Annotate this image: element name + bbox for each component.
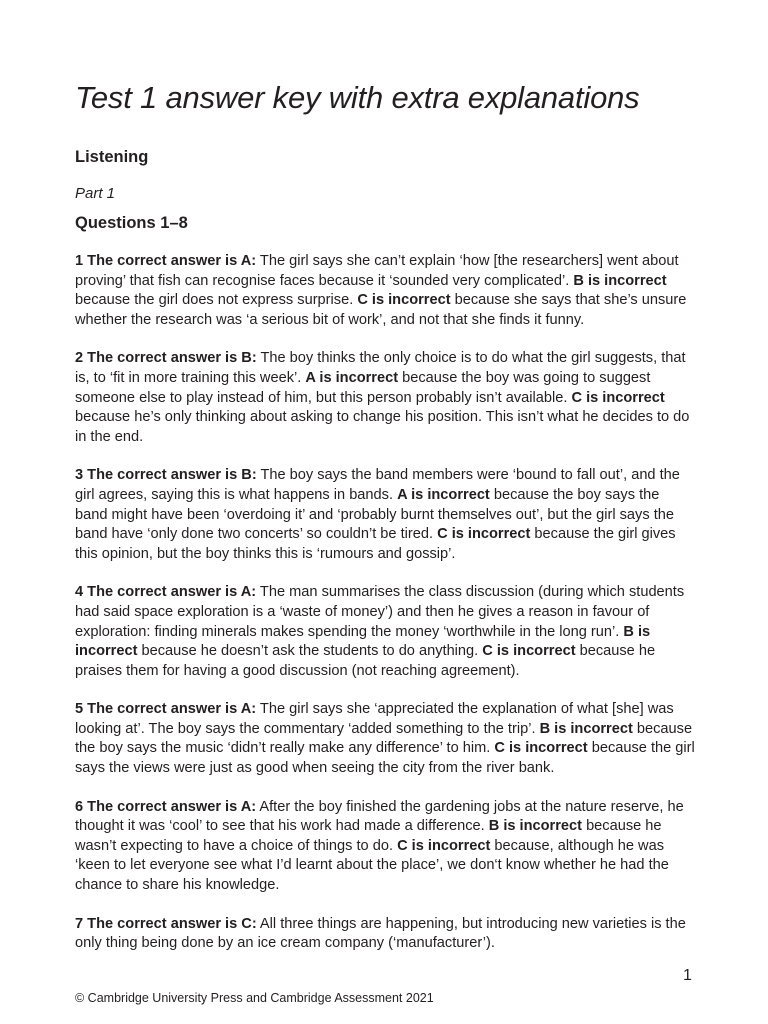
answer-segment-bold: C is incorrect [397, 837, 491, 854]
answer-paragraph [75, 583, 695, 681]
answer-segment: The girl says she ‘appreciated the explanation of what [she] was looking at’. The boy says the commentary ‘added something to the trip’. [75, 701, 674, 737]
answer-segment-bold: B is incorrect [75, 623, 651, 660]
answer-segment-bold: B is incorrect [573, 272, 667, 289]
answer-segment: because the boy was going to suggest someone else to play instead of him, but this person probably isn’t available. [75, 369, 651, 406]
answer-segment-bold: A is incorrect [305, 369, 399, 386]
answer-segment: because she says that she’s unsure whether the research was ‘a serious bit of work’, and not that she finds it funny. [75, 292, 687, 328]
answer-heading: 6 The correct answer is A: [75, 798, 257, 815]
answer-segment: because he’s only thinking about asking to change his position. This isn’t what he decides to do in the end. [75, 409, 690, 445]
answer-segment: because he praises them for having a good discussion (not reaching agreement). [75, 643, 656, 679]
answer-segment: because the boy says the music ‘didn’t really make any difference’ to him. [75, 720, 693, 757]
answer-heading: 4 The correct answer is A: [75, 584, 257, 601]
answer-paragraph [75, 252, 695, 330]
answer-heading: 7 The correct answer is C: [75, 915, 257, 932]
answer-segment: because the girl says the views were just as good when seeing the city from the river bank. [75, 740, 695, 777]
answer-paragraph [75, 798, 695, 896]
section-heading: Listening [75, 148, 149, 166]
answer-segment: The man summarises the class discussion (during which students had said space exploration is a ‘waste of money’) and then he gives a reason in favour of exploration: finding minerals makes spending the money ‘worthwhile in the long run’. [75, 584, 685, 640]
answer-heading: 1 The correct answer is A: [75, 253, 257, 269]
page-number: 1 [683, 967, 692, 984]
part-label: Part 1 [75, 185, 116, 202]
document-title: Test 1 answer key with extra explanations [75, 80, 640, 115]
answer-segment-bold: C is incorrect [494, 740, 588, 757]
answer-paragraph [75, 466, 695, 564]
answer-segment-bold: A is incorrect [397, 486, 490, 503]
answer-segment: because he doesn’t ask the students to do anything. [137, 643, 483, 660]
answer-paragraph [75, 349, 695, 447]
answer-segment: because the girl gives this opinion, but the boy thinks this is ‘rumours and gossip’. [75, 526, 676, 562]
answer-segment-bold: C is incorrect [482, 643, 576, 660]
answer-segment: All three things are happening, but introducing new varieties is the only thing being done by an ice cream company (‘manufacturer’). [75, 915, 686, 952]
answer-segment-bold: C is incorrect [437, 526, 531, 543]
answer-heading: 3 The correct answer is B: [75, 467, 257, 484]
answer-segment: The girl says she can’t explain ‘how [the researchers] went about proving’ that fish can recognise faces because it ‘sounded very complicated’. [75, 253, 679, 289]
answer-segment: After the boy finished the gardening jobs at the nature reserve, he thought it was ‘cool’ to see that his work had made a difference. [75, 798, 684, 835]
answer-segment: The boy thinks the only choice is to do what the girl suggests, that is, to ‘fit in more training this week’. [75, 350, 686, 386]
copyright-footer: © Cambridge University Press and Cambridge Assessment 2021 [75, 991, 434, 1005]
answer-segment-bold: C is incorrect [357, 292, 451, 309]
answer-segment: because the girl does not express surprise. [75, 292, 358, 309]
questions-heading: Questions 1–8 [75, 214, 188, 232]
answer-heading: 5 The correct answer is A: [75, 701, 257, 718]
answer-segment-bold: B is incorrect [488, 818, 583, 835]
answer-segment-bold: B is incorrect [539, 720, 633, 737]
answer-segment: The boy says the band members were ‘bound to fall out’, and the girl agrees, saying this is what happens in bands. [75, 467, 680, 503]
answer-segment-bold: C is incorrect [571, 389, 665, 406]
answer-segment: because, although he was ‘keen to let everyone see what I’d learnt about the place’, we don‘t know whether he had the chance to share his knowledge. [75, 837, 669, 894]
answer-heading: 2 The correct answer is B: [75, 350, 257, 367]
answer-segment: because the boy says the band might have been ‘overdoing it’ and ‘probably burnt themselves out’, but the girl says the band have ‘only done two concerts’ so couldn’t be tired. [75, 486, 674, 543]
answer-segment: because he wasn’t expecting to have a choice of things to do. [75, 818, 662, 854]
answer-list [75, 252, 695, 973]
answer-paragraph [75, 915, 695, 954]
answer-paragraph [75, 700, 695, 778]
